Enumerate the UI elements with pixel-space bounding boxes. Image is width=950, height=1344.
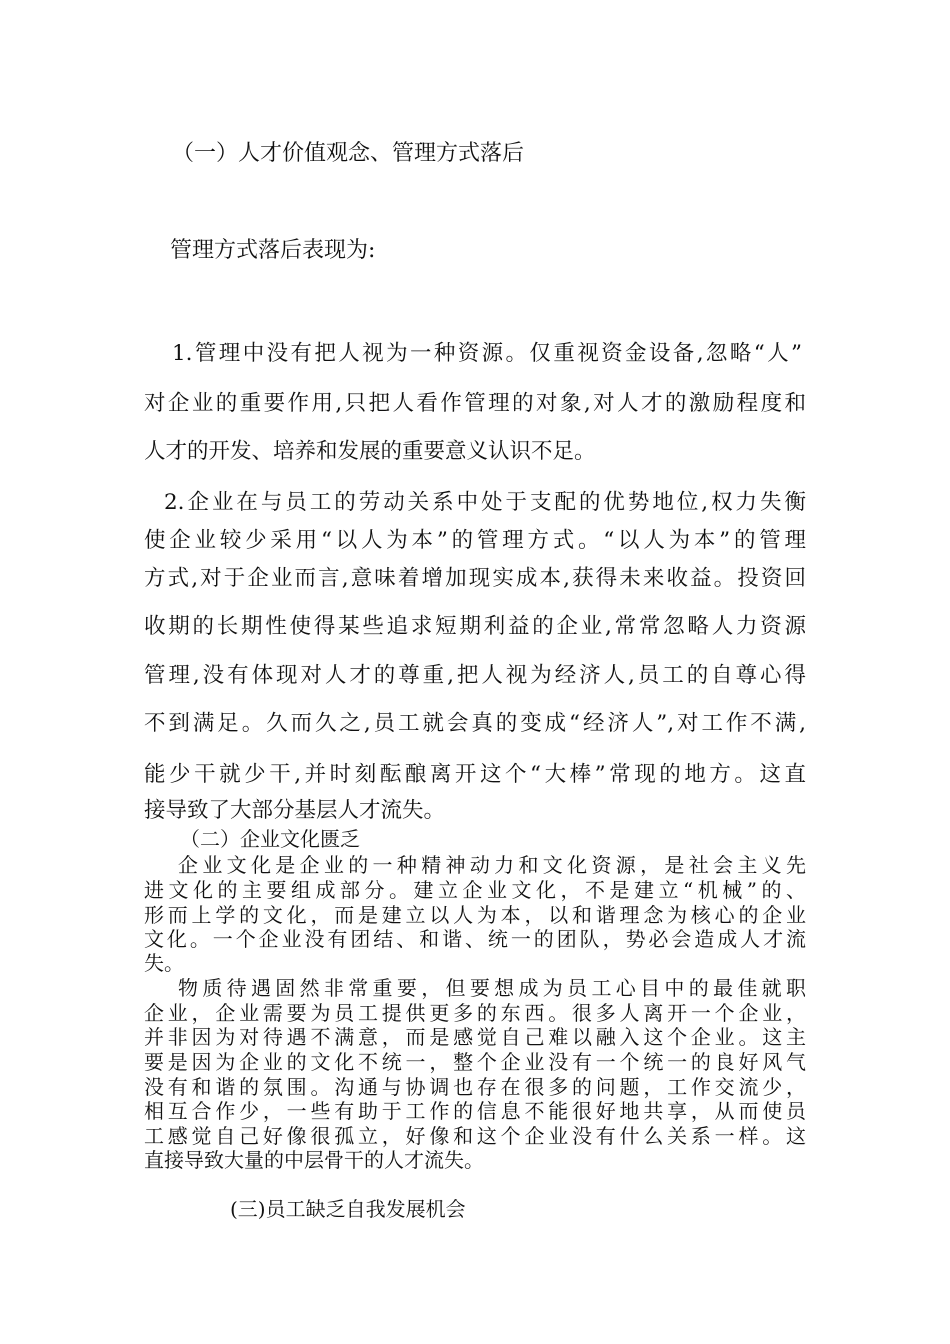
para4-line-6: 相互合作少，一些有助于工作的信息不能很好地共享，从而使员 [144,1099,806,1123]
item2-line-8: 接导致了大部分基层人才流失。 [144,798,446,823]
para3-line-1: 企业文化是企业的一种精神动力和文化资源，是社会主义先 [178,853,806,877]
para4-line-7: 工感觉自己好像很孤立，好像和这个企业没有什么关系一样。这 [144,1124,806,1148]
item1-line-3: 人才的开发、培养和发展的重要意义认识不足。 [144,439,596,464]
intro-text: 管理方式落后表现为: [170,238,376,263]
para4-line-8: 直接导致大量的中层骨干的人才流失。 [144,1148,484,1172]
para4-line-3: 并非因为对待遇不满意，而是感觉自己难以融入这个企业。这主 [144,1025,806,1049]
para4-line-1: 物质待遇固然非常重要，但要想成为员工心目中的最佳就职 [178,976,806,1000]
para4-line-4: 要是因为企业的文化不统一，整个企业没有一个统一的良好风气 [144,1050,806,1074]
item2-line-1: 2.企业在与员工的劳动关系中处于支配的优势地位,权力失衡 [164,490,806,515]
item2-line-6: 不到满足。久而久之,员工就会真的变成“经济人”,对工作不满, [144,711,806,736]
para4-line-5: 没有和谐的氛围。沟通与协调也存在很多的问题，工作交流少， [144,1075,806,1099]
item2-line-2: 使企业较少采用“以人为本”的管理方式。“以人为本”的管理 [144,528,806,553]
section-heading-2: （二）企业文化匮乏 [180,827,360,851]
para3-line-3: 形而上学的文化，而是建立以人为本，以和谐理念为核心的企业 [144,903,806,927]
item2-line-5: 管理,没有体现对人才的尊重,把人视为经济人,员工的自尊心得 [144,663,806,688]
para3-line-2: 进文化的主要组成部分。建立企业文化，不是建立“机械”的、 [144,878,806,902]
item2-line-7: 能少干就少干,并时刻酝酿离开这个“大棒”常现的地方。这直 [144,762,806,787]
item1-line-2: 对企业的重要作用,只把人看作管理的对象,对人才的激励程度和 [144,391,806,416]
para3-line-5: 失。 [144,951,184,975]
para4-line-2: 企业，企业需要为员工提供更多的东西。很多人离开一个企业， [144,1001,806,1025]
item2-line-4: 收期的长期性使得某些追求短期利益的企业,常常忽略人力资源 [144,614,806,639]
section-heading-1: （一）人才价值观念、管理方式落后 [172,141,525,166]
item1-line-1: 1.管理中没有把人视为一种资源。仅重视资金设备,忽略“人” [172,341,802,366]
para3-line-4: 文化。一个企业没有团结、和谐、统一的团队，势必会造成人才流 [144,927,806,951]
item2-line-3: 方式,对于企业而言,意味着增加现实成本,获得未来收益。投资回 [144,566,806,591]
section-heading-3: (三)员工缺乏自我发展机会 [230,1197,466,1221]
